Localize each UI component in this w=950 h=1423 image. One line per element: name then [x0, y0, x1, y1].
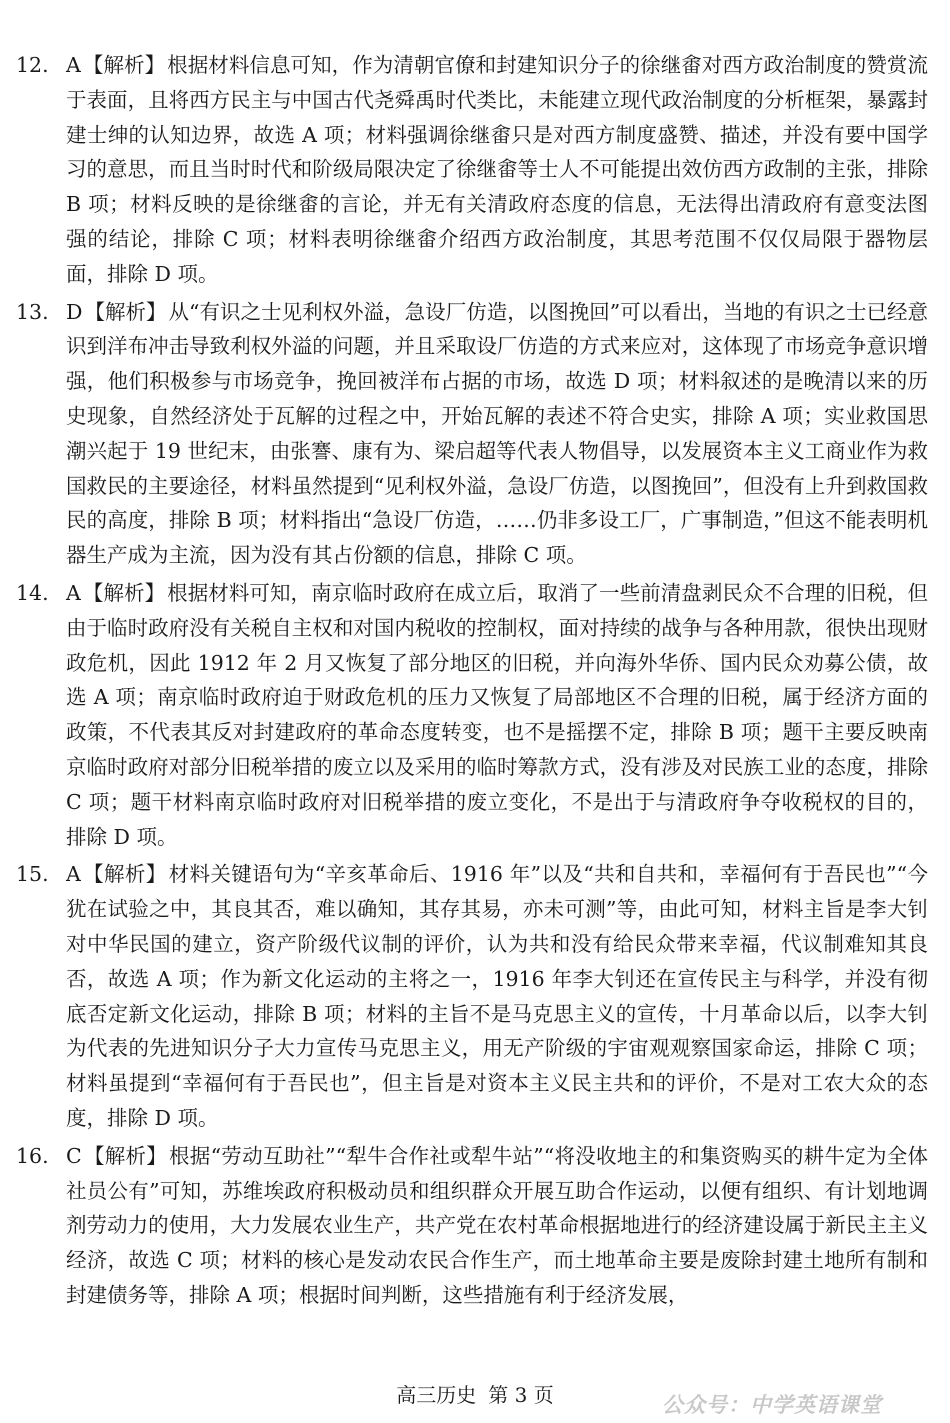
explanation-text: 根据“劳动互助社”“犁牛合作社或犁牛站”“将没收地主的和集资购买的耕牛定为全体社员公有”可知，苏维埃政府积极动员和组织群众开展互助合作运动，以便有组织、有计划地调剂劳动力的使用，大力发展农业生产，共产党在农村革命根据地进行的经济建设属于新民主主义经济，故选 C 项；材料的核心是发动农民合作生产，而土地革命主要是废除封建土地所有制和封建债务等，排除 A 项；根据时间判断，这些措施有利于经济发展， — [66, 1143, 929, 1307]
explanation-text: 根据材料可知，南京临时政府在成立后，取消了一些前清盘剥民众不合理的旧税，但由于临时政府没有关税自主权和对国内税收的控制权，面对持续的战争与各种用款，很快出现财政危机，因此 1912 年 2 月又恢复了部分地区的旧税，并向海外华侨、国内民众劝募公债，故选 A 项；南京临时政府迫于财政危机的压力又恢复了局部地区不合理的旧税，属于经济方面的政策，不代表其反对封建政府的革命态度转变，也不是摇摆不定，排除 B 项；题干主要反映南京临时政府对部分旧税举措的废立以及采用的临时筹款方式，没有涉及对民族工业的态度，排除 C 项；题干材料南京临时政府对旧税举措的废立变化，不是出于与清政府争夺收税权的目的，排除 D 项。 — [66, 580, 928, 849]
list-item — [16, 576, 928, 854]
analysis-tag: 【解析】 — [82, 53, 166, 77]
item-number: 13. — [16, 299, 49, 324]
answer-letter: A — [66, 580, 81, 605]
answer-letter: D — [66, 299, 83, 324]
watermark: 公众号：中学英语课堂 — [662, 1392, 882, 1417]
item-number: 12. — [16, 53, 49, 77]
answer-letter: C — [66, 1143, 82, 1168]
explanation-text: 材料关键语句为“辛亥革命后、1916 年”以及“共和自共和，幸福何有于吾民也”“今犹在试验之中，其良其否，难以确知，其存其易，亦未可测”等，由此可知，材料主旨是李大钊对中华民国的建立，资产阶级代议制的评价，认为共和没有给民众带来幸福，代议制难知其良否，故选 A 项；作为新文化运动的主将之一，1916 年李大钊还在宣传民主与科学，并没有彻底否定新文化运动，排除 B 项；材料的主旨不是马克思主义的宣传，十月革命以后，以李大钊为代表的先进知识分子大力宣传马克思主义，用无产阶级的宇宙观观察国家命运，排除 C 项；材料虽提到“幸福何有于吾民也”，但主旨是对资本主义民主共和的评价，不是对工农大众的态度，排除 D 项。 — [66, 862, 928, 1130]
item-number: 16. — [16, 1143, 49, 1168]
footer-page-number: 第 3 页 — [488, 1383, 554, 1407]
list-item — [16, 1139, 928, 1313]
list-item — [16, 857, 928, 1135]
analysis-tag: 【解析】 — [83, 1143, 168, 1168]
analysis-tag: 【解析】 — [84, 299, 167, 324]
answer-letter: A — [66, 862, 81, 887]
analysis-tag: 【解析】 — [82, 580, 166, 605]
item-number: 15. — [16, 862, 49, 887]
footer-subject: 高三历史 — [396, 1383, 477, 1407]
answer-explanations — [16, 48, 928, 1316]
analysis-tag: 【解析】 — [82, 862, 167, 887]
explanation-text: 从“有识之士见利权外溢，急设厂仿造，以图挽回”可以看出，当地的有识之士已经意识到洋布冲击导致利权外溢的问题，并且采取设厂仿造的方式来应对，这体现了市场竞争意识增强，他们积极参与市场竞争，挽回被洋布占据的市场，故选 D 项；材料叙述的是晚清以来的历史现象，自然经济处于瓦解的过程之中，开始瓦解的表述不符合史实，排除 A 项；实业救国思潮兴起于 19 世纪末，由张謇、康有为、梁启超等代表人物倡导，以发展资本主义工商业作为救国救民的主要途径，材料虽然提到“见利权外溢，急设厂仿造，以图挽回”，但没有上升到救国救民的高度，排除 B 项；材料指出“急设厂仿造，……仍非多设工厂，广事制造，”但这不能表明机器生产成为主流，因为没有其占份额的信息，排除 C 项。 — [66, 299, 928, 568]
item-number: 14. — [16, 580, 49, 605]
list-item — [16, 48, 928, 292]
list-item — [16, 295, 928, 573]
answer-letter: A — [66, 53, 81, 77]
explanation-text: 根据材料信息可知，作为清朝官僚和封建知识分子的徐继畬对西方政治制度的赞赏流于表面，且将西方民主与中国古代尧舜禹时代类比，未能建立现代政治制度的分析框架，暴露封建士绅的认知边界，故选 A 项；材料强调徐继畬只是对西方制度盛赞、描述，并没有要中国学习的意思，而且当时时代和阶级局限决定了徐继畬等士人不可能提出效仿西方政制的主张，排除 B 项；材料反映的是徐继畬的言论，并无有关清政府态度的信息，无法得出清政府有意变法图强的结论，排除 C 项；材料表明徐继畬介绍西方政治制度，其思考范围不仅仅局限于器物层面，排除 D 项。 — [66, 53, 928, 286]
